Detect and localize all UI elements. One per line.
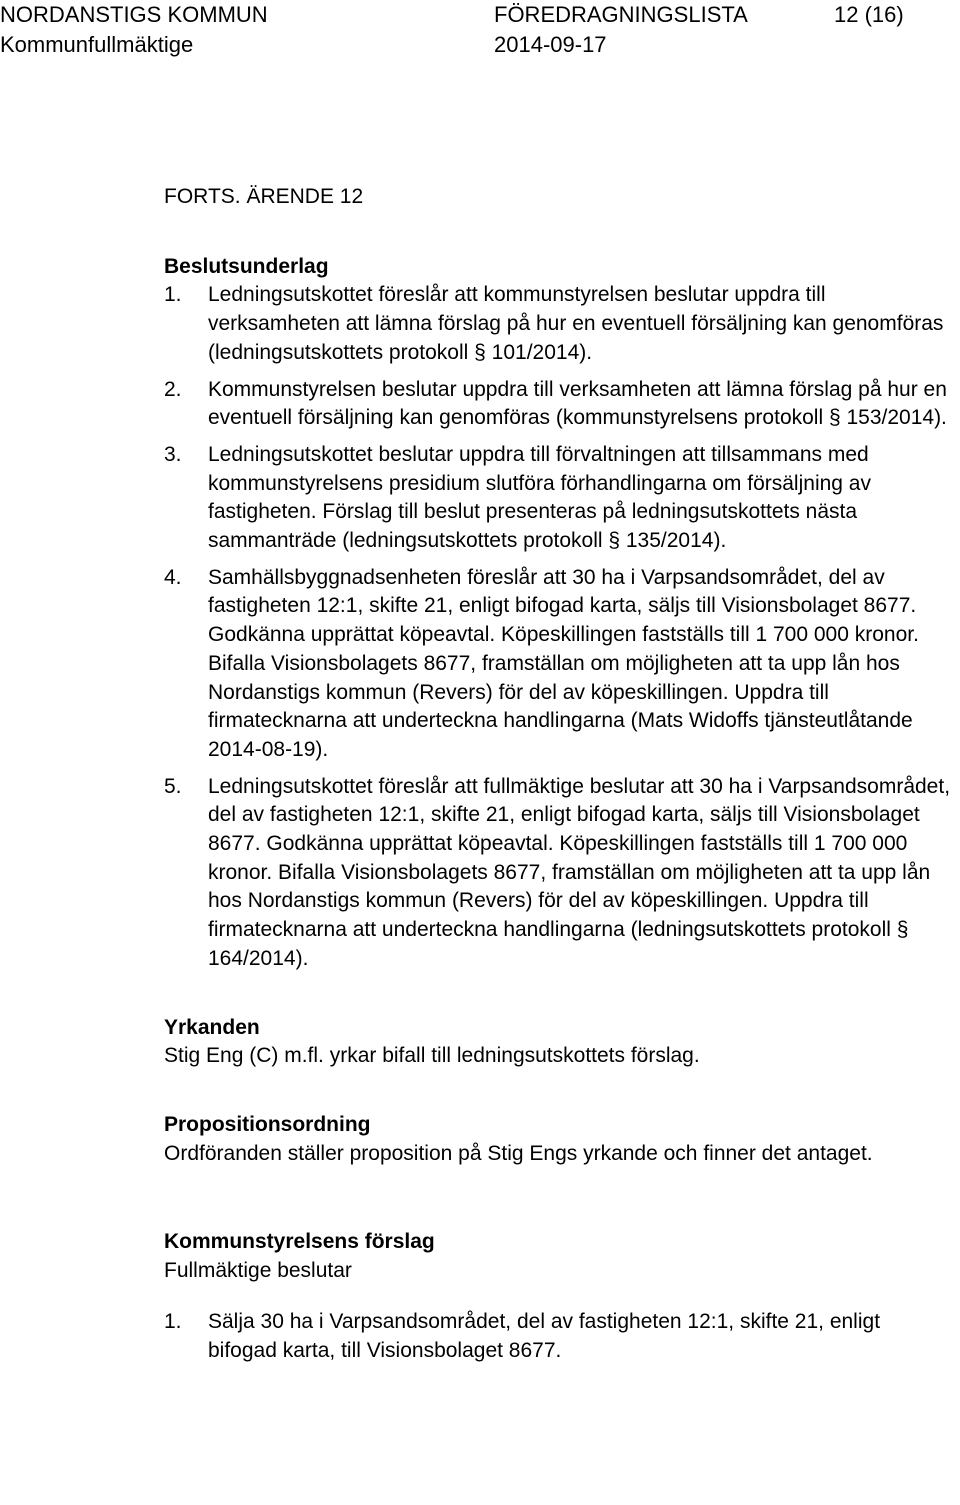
list-item — [164, 376, 954, 433]
beslutsunderlag-heading: Beslutsunderlag — [164, 254, 329, 278]
list-item — [164, 1308, 954, 1365]
item-text: Kommunstyrelsen beslutar uppdra till verksamheten att lämna förslag på hur en eventuell försäljning kan genomföras (kommunstyrelsens protokoll § 153/2014). — [208, 377, 947, 430]
item-number: 2. — [164, 377, 182, 401]
list-item — [164, 281, 954, 367]
item-number: 1. — [164, 283, 182, 307]
yrkanden-text: Stig Eng (C) m.fl. yrkar bifall till ledningsutskottets förslag. — [164, 1044, 700, 1068]
ks-forslag-list — [164, 1308, 954, 1365]
document-body — [164, 183, 954, 1373]
item-number: 4. — [164, 565, 182, 589]
meeting-date: 2014-09-17 — [494, 32, 607, 57]
item-text: Ledningsutskottet föreslår att fullmäktige beslutar att 30 ha i Varpsandsområdet, del av fastigheten 12:1, skifte 21, enligt bifogad karta, säljs till Visionsbolaget 8677. Godkänna upprättat köpeavtal. Köpeskillingen fastställs till 1 700 000 kronor. Bifalla Visionsbolagets 8677, framställan om möjligheten att ta upp lån hos Nordanstigs kommun (Revers) för del av köpeskillingen. Uppdra till firmatecknarna att underteckna handlingarna (ledningsutskottets protokoll § 164/2014). — [208, 774, 951, 970]
ks-forslag-heading: Kommunstyrelsens förslag — [164, 1230, 435, 1254]
page-number: 12 (16) — [834, 2, 904, 27]
list-item — [164, 773, 954, 974]
yrkanden-heading: Yrkanden — [164, 1015, 260, 1039]
item-text: Ledningsutskottet föreslår att kommunstyrelsen beslutar uppdra till verksamheten att lämna förslag på hur en eventuell försäljning kan genomföras (ledningsutskottets protokoll § 101/2014). — [208, 283, 944, 364]
case-continuation-title: FORTS. ÄRENDE 12 — [164, 185, 364, 208]
item-number: 5. — [164, 774, 182, 798]
item-text: Sälja 30 ha i Varpsandsområdet, del av fastigheten 12:1, skifte 21, enligt bifogad karta, till Visionsbolaget 8677. — [208, 1309, 881, 1362]
ks-forslag-subheading: Fullmäktige beslutar — [164, 1259, 352, 1283]
item-number: 3. — [164, 442, 182, 466]
propositionsordning-heading: Propositionsordning — [164, 1112, 371, 1136]
document-type: FÖREDRAGNINGSLISTA — [494, 2, 748, 27]
beslutsunderlag-list — [164, 281, 954, 973]
org-name: NORDANSTIGS KOMMUN — [0, 2, 268, 27]
item-text: Ledningsutskottet beslutar uppdra till förvaltningen att tillsammans med kommunstyrelsens presidium slutföra förhandlingarna om försäljning av fastigheten. Förslag till beslut presenteras på ledningsutskottets nästa sammanträde (ledningsutskottets protokoll § 135/2014). — [208, 442, 871, 553]
meeting-body: Kommunfullmäktige — [0, 32, 194, 57]
item-number: 1. — [164, 1309, 182, 1333]
propositionsordning-text: Ordföranden ställer proposition på Stig Engs yrkande och finner det antaget. — [164, 1141, 873, 1165]
item-text: Samhällsbyggnadsenheten föreslår att 30 ha i Varpsandsområdet, del av fastigheten 12:1, skifte 21, enligt bifogad karta, säljs till Visionsbolaget 8677. Godkänna upprättat köpeavtal. Köpeskillingen fastställs till 1 700 000 kronor. Bifalla Visionsbolagets 8677, framställan om möjligheten att ta upp lån hos Nordanstigs kommun (Revers) för del av köpeskillingen. Uppdra till firmatecknarna att underteckna handlingarna (Mats Widoffs tjänsteutlåtande 2014-08-19). — [208, 565, 919, 761]
list-item — [164, 441, 954, 556]
list-item — [164, 564, 954, 765]
